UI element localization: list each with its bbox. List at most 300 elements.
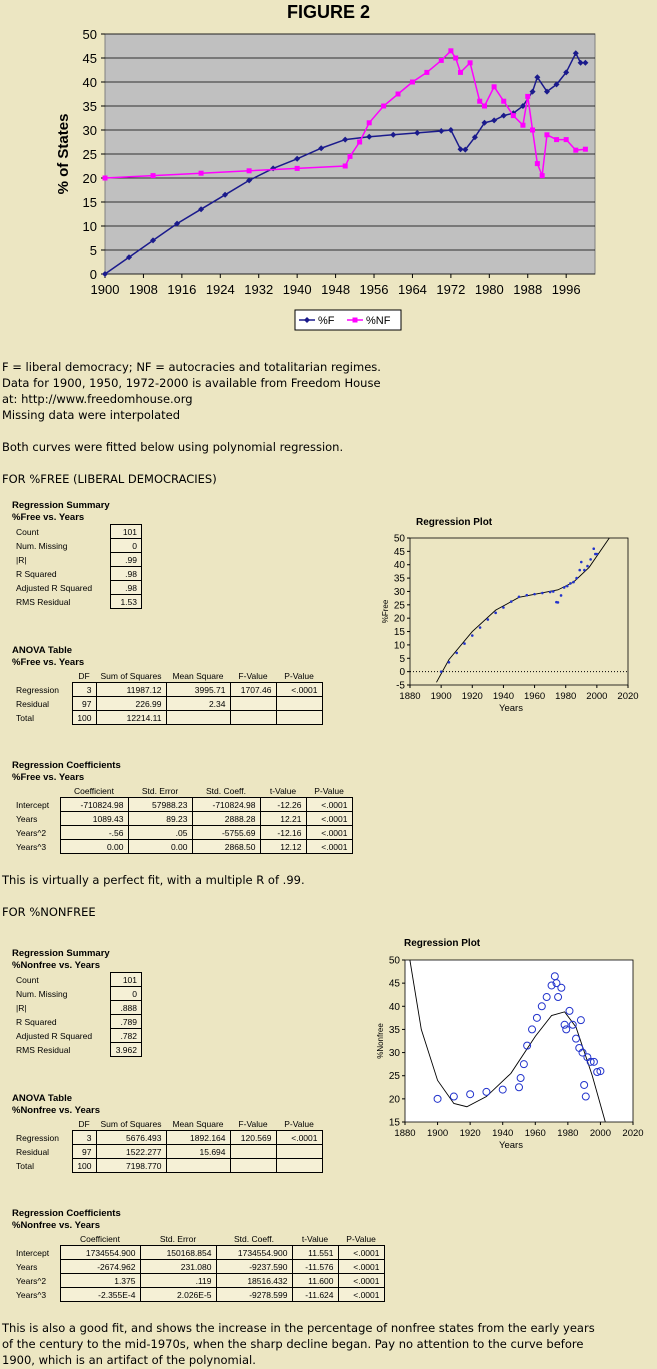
table-cell — [230, 697, 276, 711]
data-point — [563, 586, 566, 589]
summary-row — [12, 1043, 142, 1057]
data-point — [455, 652, 458, 655]
data-point — [580, 561, 583, 564]
x-tick-label: 1980 — [555, 691, 577, 702]
table-cell: <.0001 — [306, 812, 352, 826]
data-point — [471, 634, 474, 637]
y-tick-label: 45 — [393, 546, 405, 558]
y-tick-label: 50 — [388, 955, 400, 967]
data-point — [572, 581, 575, 584]
table-cell: 12.12 — [260, 840, 306, 854]
data-point — [295, 166, 300, 171]
column-header: P-Value — [284, 671, 314, 681]
data-point — [348, 154, 353, 159]
x-tick-label: 1920 — [459, 1128, 481, 1139]
x-tick-label: 1880 — [399, 691, 421, 702]
x-axis-label: Years — [499, 1140, 523, 1151]
table-cell: -9237.590 — [216, 1260, 292, 1274]
table-cell: 150168.854 — [140, 1246, 216, 1260]
data-point — [533, 593, 536, 596]
summary-value: 0 — [111, 539, 142, 553]
data-point — [479, 626, 482, 629]
summary-label: Adjusted R Squared — [16, 1030, 93, 1041]
y-tick-label: 0 — [399, 667, 405, 679]
table-cell: -11.624 — [292, 1288, 338, 1302]
table-cell: 89.23 — [128, 812, 192, 826]
y-tick-label: 10 — [82, 219, 97, 234]
y-tick-label: 50 — [82, 27, 97, 42]
data-point — [440, 670, 443, 673]
table-cell — [276, 1145, 322, 1159]
summary-row — [12, 581, 142, 595]
x-tick-label: 1932 — [244, 282, 274, 297]
y-tick-label: 5 — [399, 653, 405, 665]
y-tick-label: 20 — [388, 1094, 400, 1106]
table-cell: <.0001 — [338, 1288, 384, 1302]
x-tick-label: 1900 — [427, 1128, 449, 1139]
data-point — [424, 70, 429, 75]
x-tick-label: 1908 — [128, 282, 158, 297]
y-tick-label: 15 — [388, 1117, 400, 1129]
table-cell: 0.00 — [128, 840, 192, 854]
table-cell: 97 — [72, 1145, 96, 1159]
column-header: Std. Coeff. — [233, 1234, 274, 1244]
table-row — [12, 1159, 322, 1173]
table-cell: 11.600 — [292, 1274, 338, 1288]
summary-label: Num. Missing — [16, 988, 68, 999]
header-row — [12, 785, 352, 798]
nonfree-conclusion-2: of the century to the mid-1970s, when the sharp decline began. Pay no attention to the curve before — [2, 1337, 584, 1351]
y-tick-label: 5 — [89, 243, 97, 258]
table-row — [12, 1274, 384, 1288]
header-row — [12, 670, 322, 683]
data-point — [448, 661, 451, 664]
x-tick-label: 1988 — [513, 282, 543, 297]
data-point — [530, 128, 535, 133]
table-cell: 2.026E-5 — [140, 1288, 216, 1302]
table-row — [12, 840, 352, 854]
data-point — [518, 596, 521, 599]
row-label: Regression — [16, 1132, 59, 1143]
x-tick-label: 1980 — [557, 1128, 579, 1139]
row-label: Residual — [16, 698, 50, 709]
data-point — [199, 171, 204, 176]
table-cell: 12.21 — [260, 812, 306, 826]
data-point — [357, 140, 362, 145]
nonfree-summary-title: Regression Summary — [12, 948, 110, 959]
data-point — [569, 582, 572, 585]
table-cell: .119 — [140, 1274, 216, 1288]
column-header: Coefficient — [73, 786, 114, 796]
y-tick-label: 10 — [393, 640, 405, 652]
nonfree-coef-title: Regression Coefficients — [12, 1208, 121, 1219]
x-tick-label: 1900 — [430, 691, 452, 702]
x-tick-label: 1880 — [394, 1128, 416, 1139]
table-cell: -5755.69 — [192, 826, 260, 840]
summary-value: 101 — [111, 525, 142, 539]
y-tick-label: 35 — [388, 1024, 400, 1036]
table-cell: 1734554.900 — [60, 1246, 140, 1260]
free-summary-table — [12, 524, 142, 609]
plot-frame — [410, 538, 628, 685]
table-cell: 1089.43 — [60, 812, 128, 826]
data-point — [554, 137, 559, 142]
table-cell: 7198.770 — [96, 1159, 166, 1173]
nonfree-coef-subtitle: %Nonfree vs. Years — [12, 1220, 101, 1231]
x-tick-label: 1948 — [321, 282, 351, 297]
summary-value: 3.962 — [111, 1043, 142, 1057]
x-tick-label: 1940 — [492, 691, 514, 702]
table-row — [12, 1246, 384, 1260]
summary-label: R Squared — [16, 1016, 57, 1027]
data-point — [151, 173, 156, 178]
table-cell: 12214.11 — [96, 711, 166, 725]
column-header — [12, 785, 60, 798]
row-label: Years^2 — [16, 1275, 47, 1286]
x-tick-label: 1972 — [436, 282, 466, 297]
summary-row — [12, 567, 142, 581]
column-header: F-Value — [238, 1119, 268, 1129]
table-cell: 1734554.900 — [216, 1246, 292, 1260]
data-point — [367, 120, 372, 125]
data-point — [540, 173, 545, 178]
free-coef-title: Regression Coefficients — [12, 760, 121, 771]
table-cell: -12.16 — [260, 826, 306, 840]
data-point — [575, 577, 578, 580]
note-line-1: F = liberal democracy; NF = autocracies and totalitarian regimes. — [2, 360, 381, 374]
legend-label-free: %F — [318, 315, 335, 327]
nonfree-anova-title: ANOVA Table — [12, 1093, 72, 1104]
x-tick-label: 1916 — [167, 282, 197, 297]
table-cell: 2.34 — [166, 697, 230, 711]
y-tick-label: 40 — [388, 1001, 400, 1013]
table-row — [12, 1288, 384, 1302]
data-point — [448, 48, 453, 53]
summary-row — [12, 1029, 142, 1043]
summary-row — [12, 1015, 142, 1029]
header-row — [12, 1118, 322, 1131]
table-row — [12, 812, 352, 826]
nonfree-summary-table — [12, 972, 142, 1057]
x-tick-label: 2000 — [589, 1128, 611, 1139]
figure-2-chart — [0, 22, 657, 342]
y-tick-label: 35 — [82, 99, 97, 114]
free-regression-plot — [360, 530, 650, 730]
nonfree-heading: FOR %NONFREE — [2, 905, 96, 919]
y-axis-label: %Nonfree — [376, 1023, 385, 1059]
table-cell: 1892.164 — [166, 1131, 230, 1145]
y-tick-label: 50 — [393, 533, 405, 545]
summary-label: |R| — [16, 1002, 27, 1013]
data-point — [487, 618, 490, 621]
data-point — [520, 123, 525, 128]
free-summary-subtitle: %Free vs. Years — [12, 512, 85, 523]
summary-label: Count — [16, 974, 39, 985]
y-tick-label: 45 — [388, 978, 400, 990]
legend-label-nonfree: %NF — [366, 315, 391, 327]
column-header: F-Value — [238, 671, 268, 681]
data-point — [566, 585, 569, 588]
y-axis-label: % of States — [55, 113, 72, 195]
data-point — [396, 92, 401, 97]
table-cell: -2.355E-4 — [60, 1288, 140, 1302]
table-row — [12, 683, 322, 697]
nonfree-summary-subtitle: %Nonfree vs. Years — [12, 960, 101, 971]
table-cell: 11.551 — [292, 1246, 338, 1260]
fit-curve — [436, 538, 609, 682]
y-tick-label: 0 — [89, 267, 97, 282]
column-header: P-Value — [314, 786, 344, 796]
y-tick-label: 35 — [393, 573, 405, 585]
nonfree-anova-subtitle: %Nonfree vs. Years — [12, 1105, 101, 1116]
data-point — [494, 612, 497, 615]
free-anova-table — [12, 670, 323, 725]
free-summary-title: Regression Summary — [12, 500, 110, 511]
table-row — [12, 798, 352, 812]
summary-row — [12, 553, 142, 567]
data-point — [453, 56, 458, 61]
row-label: Years^3 — [16, 841, 47, 852]
table-cell: 18516.432 — [216, 1274, 292, 1288]
table-cell: -9278.599 — [216, 1288, 292, 1302]
data-point — [589, 558, 592, 561]
note-line-4: Missing data were interpolated — [2, 408, 181, 422]
summary-row — [12, 539, 142, 553]
data-point — [549, 591, 552, 594]
column-header: Mean Square — [172, 671, 224, 681]
y-tick-label: -5 — [396, 680, 405, 692]
row-label: Intercept — [16, 799, 50, 810]
summary-value: .789 — [111, 1015, 142, 1029]
data-point — [596, 553, 599, 556]
table-cell: 231.080 — [140, 1260, 216, 1274]
x-tick-label: 1960 — [524, 1128, 546, 1139]
table-row — [12, 826, 352, 840]
summary-row — [12, 987, 142, 1001]
legend-marker-nonfree — [353, 318, 358, 323]
table-cell: 11987.12 — [96, 683, 166, 697]
data-point — [381, 104, 386, 109]
x-tick-label: 2000 — [586, 691, 608, 702]
y-tick-label: 25 — [393, 600, 405, 612]
data-point — [477, 99, 482, 104]
x-tick-label: 1964 — [397, 282, 427, 297]
y-tick-label: 20 — [82, 171, 97, 186]
nonfree-coef-table — [12, 1233, 385, 1302]
note-line-5: Both curves were fitted below using polynomial regression. — [2, 440, 344, 454]
data-point — [510, 600, 513, 603]
x-tick-label: 1940 — [492, 1128, 514, 1139]
table-row — [12, 1260, 384, 1274]
data-point — [564, 137, 569, 142]
table-cell: <.0001 — [338, 1246, 384, 1260]
summary-value: 0 — [111, 987, 142, 1001]
free-anova-title: ANOVA Table — [12, 645, 72, 656]
table-row — [12, 1131, 322, 1145]
x-tick-label: 2020 — [622, 1128, 644, 1139]
data-point — [482, 104, 487, 109]
data-point — [557, 601, 560, 604]
column-header: Coefficient — [79, 1234, 120, 1244]
x-tick-label: 1924 — [205, 282, 235, 297]
table-cell — [166, 1159, 230, 1173]
note-line-2: Data for 1900, 1950, 1972-2000 is available from Freedom House — [2, 376, 381, 390]
column-header: DF — [78, 671, 90, 681]
data-point — [592, 547, 595, 550]
table-cell: <.0001 — [306, 840, 352, 854]
table-cell: <.0001 — [276, 683, 322, 697]
summary-label: R Squared — [16, 568, 57, 579]
y-tick-label: 25 — [82, 147, 97, 162]
row-label: Residual — [16, 1146, 50, 1157]
x-tick-label: 1900 — [90, 282, 120, 297]
data-point — [439, 58, 444, 63]
table-cell: 3995.71 — [166, 683, 230, 697]
data-point — [103, 176, 108, 181]
summary-row — [12, 595, 142, 609]
free-coef-subtitle: %Free vs. Years — [12, 772, 85, 783]
table-row — [12, 711, 322, 725]
data-point — [492, 84, 497, 89]
y-tick-label: 20 — [393, 613, 405, 625]
data-point — [525, 594, 528, 597]
summary-value: .888 — [111, 1001, 142, 1015]
row-label: Years^3 — [16, 1289, 47, 1300]
data-point — [586, 565, 589, 568]
column-header: Sum of Squares — [100, 1119, 162, 1129]
summary-value: .98 — [111, 581, 142, 595]
x-tick-label: 1956 — [359, 282, 389, 297]
table-cell: 3 — [72, 683, 96, 697]
table-cell: 1.375 — [60, 1274, 140, 1288]
nonfree-conclusion-3: 1900, which is an artifact of the polynomial. — [2, 1353, 256, 1367]
y-tick-label: 40 — [393, 560, 405, 572]
data-point — [410, 80, 415, 85]
table-cell: 0.00 — [60, 840, 128, 854]
summary-value: .99 — [111, 553, 142, 567]
table-cell: <.0001 — [338, 1274, 384, 1288]
nonfree-plot-title: Regression Plot — [404, 938, 481, 949]
column-header — [12, 1118, 72, 1131]
column-header: Std. Error — [159, 1234, 197, 1244]
header-row — [12, 1233, 384, 1246]
table-cell: <.0001 — [306, 826, 352, 840]
data-point — [458, 70, 463, 75]
table-cell: 2868.50 — [192, 840, 260, 854]
x-tick-label: 1980 — [474, 282, 504, 297]
column-header: Sum of Squares — [100, 671, 162, 681]
data-point — [463, 642, 466, 645]
nonfree-regression-plot — [360, 950, 650, 1165]
x-tick-label: 1960 — [524, 691, 546, 702]
table-cell: 57988.23 — [128, 798, 192, 812]
x-axis-label: Years — [499, 703, 523, 714]
y-tick-label: 30 — [388, 1048, 400, 1060]
table-cell: <.0001 — [338, 1260, 384, 1274]
row-label: Years^2 — [16, 827, 47, 838]
row-label: Total — [16, 1160, 34, 1171]
table-cell: <.0001 — [276, 1131, 322, 1145]
column-header: DF — [78, 1119, 90, 1129]
table-cell: -.56 — [60, 826, 128, 840]
summary-label: |R| — [16, 554, 27, 565]
y-tick-label: 25 — [388, 1071, 400, 1083]
column-header — [12, 1233, 60, 1246]
x-tick-label: 2020 — [617, 691, 639, 702]
free-plot-title: Regression Plot — [416, 517, 493, 528]
data-point — [544, 132, 549, 137]
table-cell: 97 — [72, 697, 96, 711]
data-point — [502, 606, 505, 609]
table-cell — [166, 711, 230, 725]
y-tick-label: 15 — [82, 195, 97, 210]
data-point — [583, 147, 588, 152]
table-row — [12, 1145, 322, 1159]
free-anova-subtitle: %Free vs. Years — [12, 657, 85, 668]
column-header — [12, 670, 72, 683]
table-cell — [276, 711, 322, 725]
table-cell: 1707.46 — [230, 683, 276, 697]
table-cell: 5676.493 — [96, 1131, 166, 1145]
figure-title: FIGURE 2 — [286, 2, 370, 22]
summary-value: .782 — [111, 1029, 142, 1043]
table-cell — [276, 697, 322, 711]
table-cell: -2674.962 — [60, 1260, 140, 1274]
summary-row — [12, 1001, 142, 1015]
y-tick-label: 30 — [82, 123, 97, 138]
summary-value: 101 — [111, 973, 142, 987]
y-tick-label: 30 — [393, 586, 405, 598]
table-cell: 226.99 — [96, 697, 166, 711]
table-cell — [230, 711, 276, 725]
table-cell: 120.569 — [230, 1131, 276, 1145]
y-axis-label: %Free — [381, 599, 390, 624]
summary-value: 1.53 — [111, 595, 142, 609]
table-cell: -12.26 — [260, 798, 306, 812]
table-cell — [230, 1145, 276, 1159]
free-conclusion: This is virtually a perfect fit, with a multiple R of .99. — [2, 873, 305, 887]
table-cell: 15.694 — [166, 1145, 230, 1159]
column-header: Std. Coeff. — [205, 786, 246, 796]
table-cell: -710824.98 — [192, 798, 260, 812]
table-cell: -11.576 — [292, 1260, 338, 1274]
data-point — [501, 99, 506, 104]
table-cell: 3 — [72, 1131, 96, 1145]
summary-label: RMS Residual — [16, 1044, 71, 1055]
summary-label: Adjusted R Squared — [16, 582, 93, 593]
table-cell: <.0001 — [306, 798, 352, 812]
table-cell — [276, 1159, 322, 1173]
data-point — [525, 94, 530, 99]
free-heading: FOR %FREE (LIBERAL DEMOCRACIES) — [2, 472, 217, 486]
row-label: Regression — [16, 684, 59, 695]
row-label: Intercept — [16, 1247, 50, 1258]
data-point — [578, 569, 581, 572]
data-point — [535, 161, 540, 166]
y-tick-label: 40 — [82, 75, 97, 90]
row-label: Total — [16, 712, 34, 723]
x-tick-label: 1940 — [282, 282, 312, 297]
data-point — [541, 592, 544, 595]
table-cell: -710824.98 — [60, 798, 128, 812]
data-point — [511, 113, 516, 118]
summary-value: .98 — [111, 567, 142, 581]
free-coef-table — [12, 785, 353, 854]
summary-row — [12, 973, 142, 987]
x-tick-label: 1996 — [551, 282, 581, 297]
y-tick-label: 15 — [393, 627, 405, 639]
column-header: t-Value — [301, 1234, 329, 1244]
